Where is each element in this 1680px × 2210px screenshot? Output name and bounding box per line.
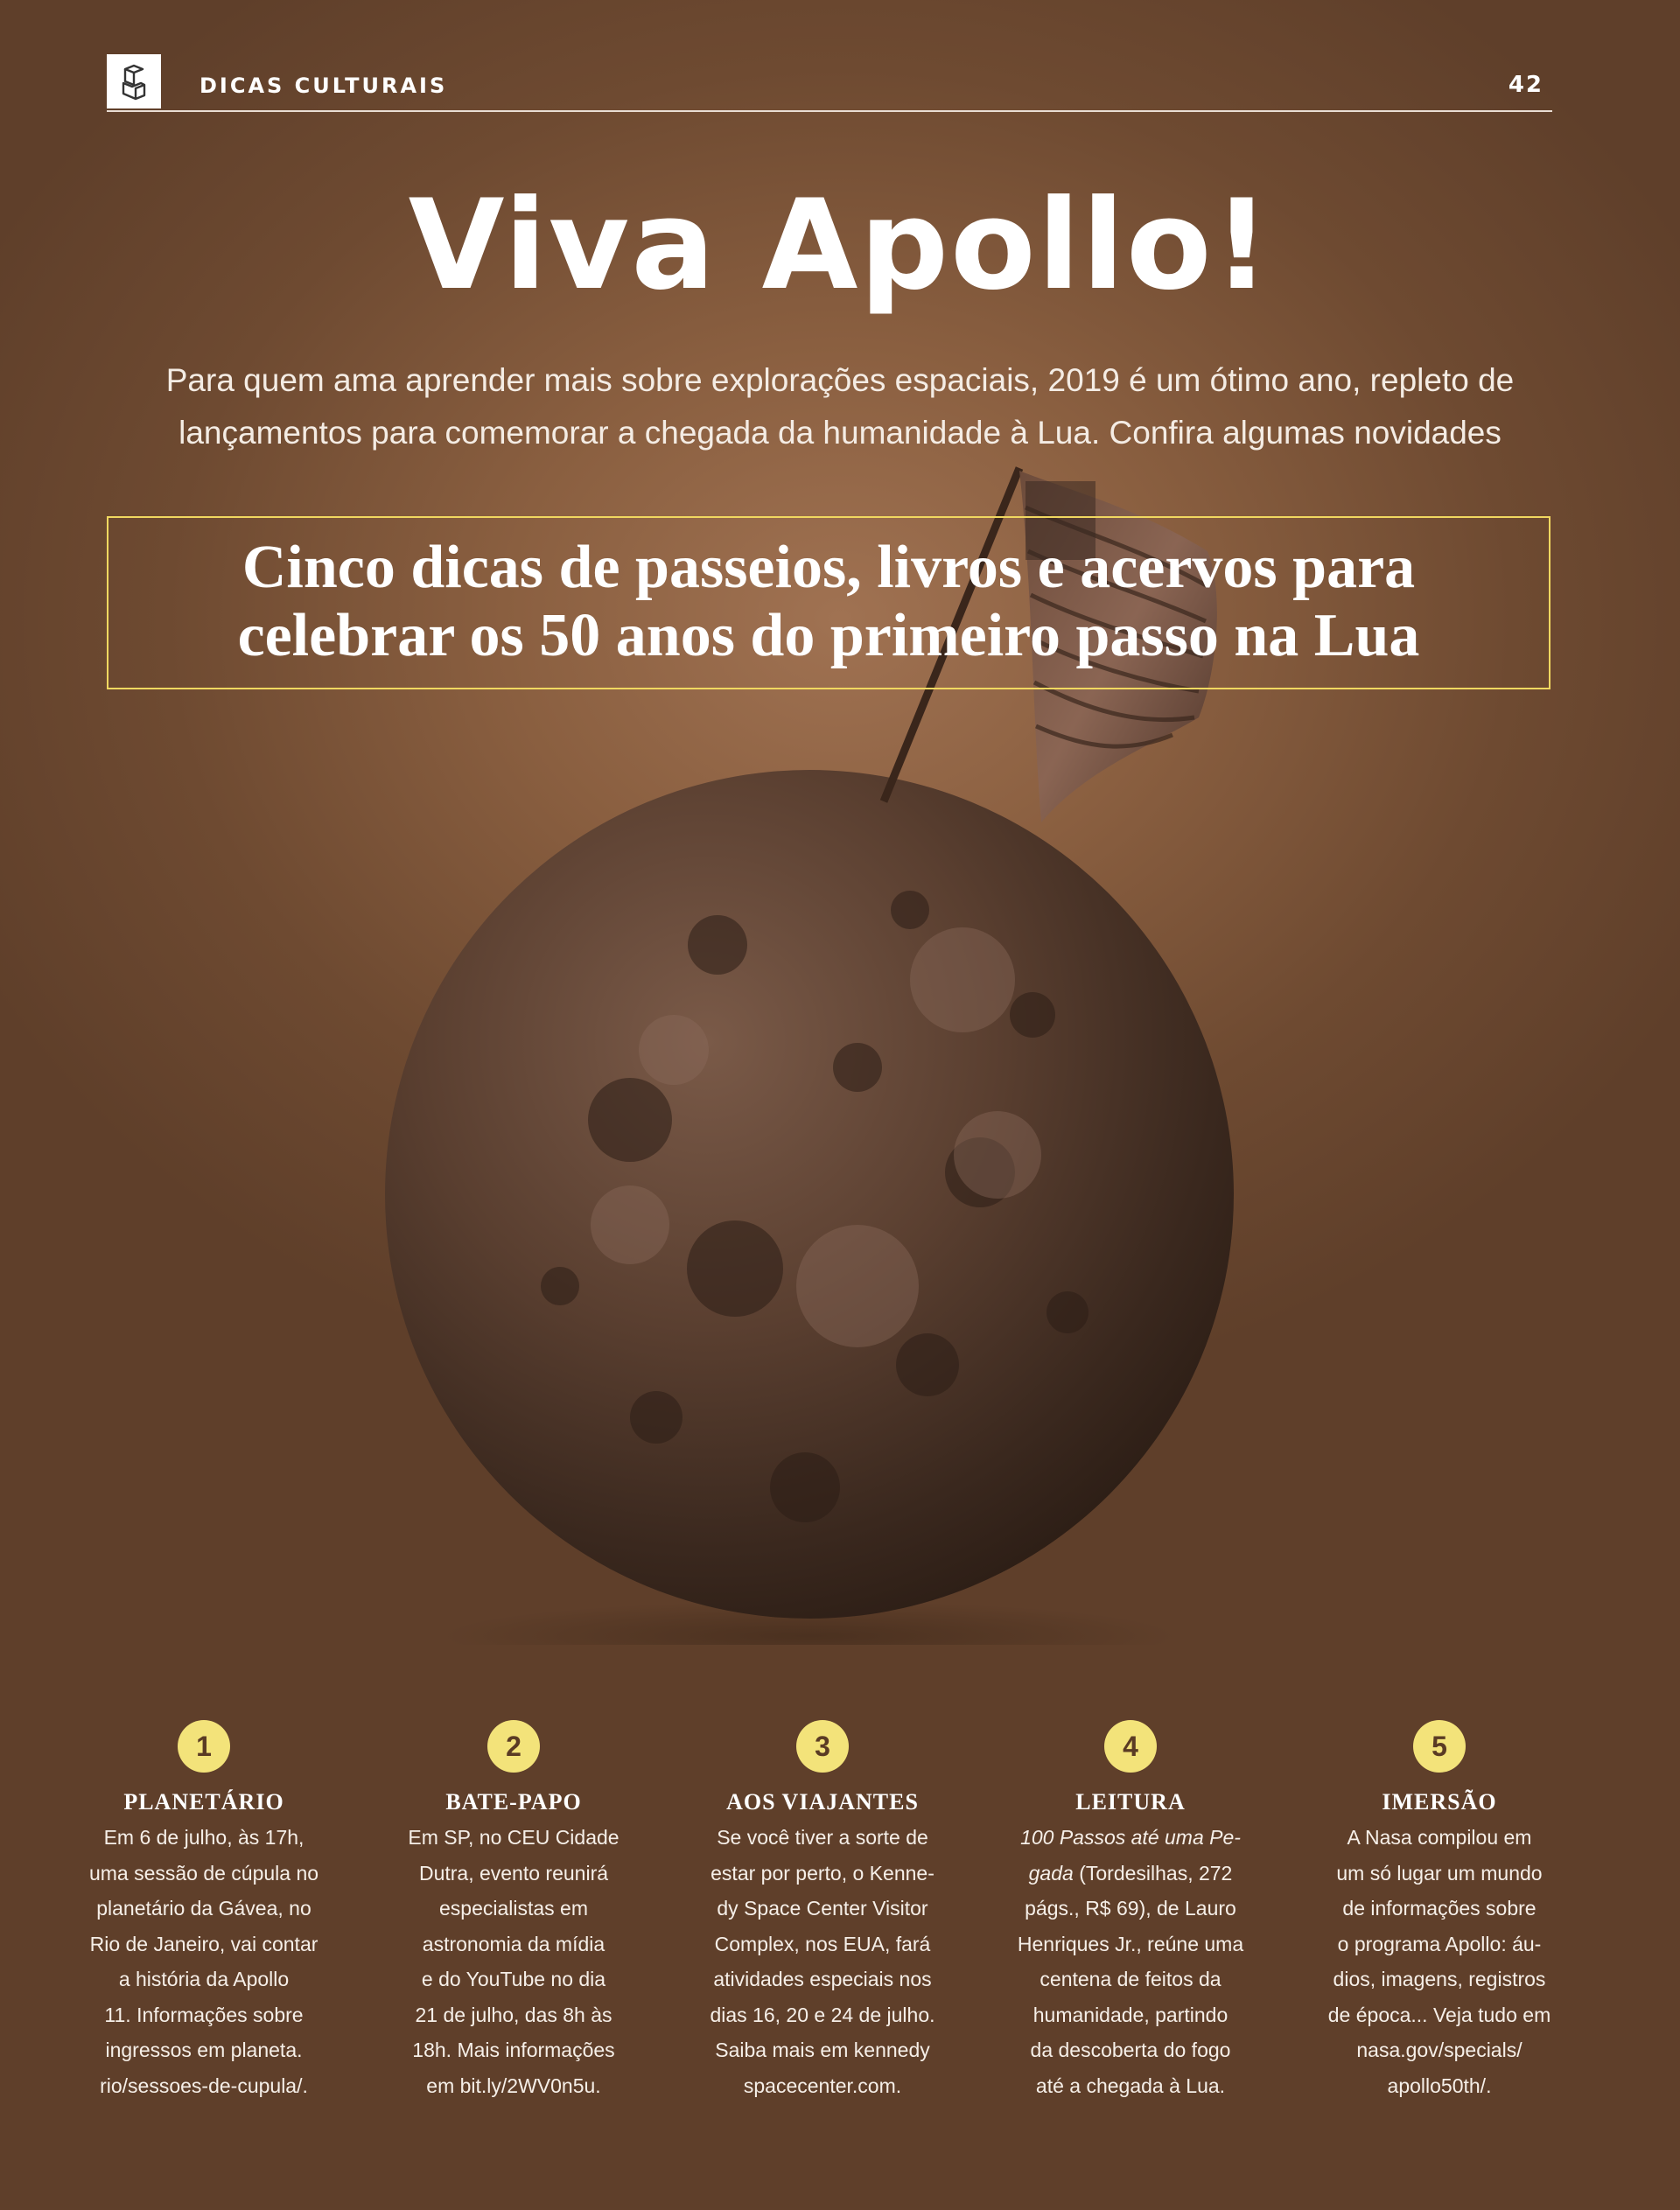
tip-title: BATE-PAPO: [445, 1789, 582, 1815]
article-title: Viva Apollo!: [408, 173, 1272, 318]
tip-line: planetário da Gávea, no: [96, 1897, 312, 1920]
tip-line: A Nasa compilou em: [1347, 1826, 1532, 1849]
article-lead: Para quem ama aprender mais sobre explorações espaciais, 2019 é um ótimo ano, repleto de lançamentos para comemorar a chegada da humanidade à Lua. Confira algumas novidades: [165, 362, 1515, 451]
tip-3: [696, 1720, 949, 2103]
tip-5: [1312, 1720, 1566, 2103]
tip-line: Em 6 de julho, às 17h,: [103, 1826, 304, 1849]
tip-number-badge: 2: [487, 1720, 540, 1773]
section-label: DICAS CULTURAIS: [200, 73, 448, 98]
tip-line: 21 de julho, das 8h às: [415, 2003, 612, 2026]
tip-number-badge: 3: [796, 1720, 849, 1773]
tip-line: de época... Veja tudo em: [1327, 2003, 1551, 2026]
book-title-part-1: 100 Passos até uma Pe-: [1020, 1826, 1241, 1849]
book-title-part-2: gada: [1028, 1861, 1074, 1885]
tip-number-badge: 1: [178, 1720, 230, 1773]
tip-line: nasa.gov/specials/: [1356, 2039, 1522, 2061]
page-header: [107, 54, 1552, 112]
tip-line: atividades especiais nos: [713, 1968, 932, 1990]
tip-line: Complex, nos EUA, fará: [714, 1932, 931, 1955]
callout-text: [108, 534, 1549, 670]
tip-line: [1004, 1820, 1257, 1856]
book-details: (Tordesilhas, 272: [1073, 1861, 1233, 1885]
tip-body: [696, 1820, 949, 2103]
tip-line: dios, imagens, registros: [1333, 1968, 1546, 1990]
callout-line-2: celebrar os 50 anos do primeiro passo na Lua: [237, 602, 1420, 669]
tip-line: uma sessão de cúpula no: [88, 1861, 319, 1885]
callout-box: [107, 516, 1550, 689]
tip-4: [1004, 1720, 1257, 2103]
tip-2: [387, 1720, 640, 2103]
tip-title: IMERSÃO: [1382, 1789, 1497, 1815]
tip-line: Rio de Janeiro, vai contar: [89, 1932, 318, 1955]
tip-line: um só lugar um mundo: [1336, 1861, 1543, 1885]
tip-line: Em SP, no CEU Cidade: [408, 1826, 620, 1849]
tip-number-badge: 4: [1104, 1720, 1157, 1773]
tip-line: e do YouTube no dia: [421, 1968, 606, 1990]
callout-line-1: Cinco dicas de passeios, livros e acervos para: [242, 534, 1416, 601]
tip-line: [1004, 1856, 1257, 1892]
tip-line: spacecenter.com.: [743, 2074, 902, 2097]
tip-line: dias 16, 20 e 24 de julho.: [710, 2003, 935, 2026]
tip-line: ingressos em planeta.: [105, 2039, 303, 2061]
tip-line: astronomia da mídia: [422, 1932, 606, 1955]
tip-line: o programa Apollo: áu-: [1337, 1932, 1542, 1955]
tip-line: Se você tiver a sorte de: [717, 1826, 928, 1849]
tip-line: em bit.ly/2WV0n5u.: [426, 2074, 601, 2097]
tip-line: especialistas em: [438, 1897, 589, 1920]
tip-line: da descoberta do fogo: [1030, 2039, 1231, 2061]
tip-title: PLANETÁRIO: [123, 1789, 284, 1815]
tip-line: 18h. Mais informações: [412, 2039, 615, 2061]
tip-body: [1312, 1820, 1566, 2103]
tip-line: centena de feitos da: [1040, 1968, 1222, 1990]
tip-body: [387, 1820, 640, 2103]
tip-body: [77, 1820, 331, 2103]
tip-1: [77, 1720, 331, 2103]
tip-line: Saiba mais em kennedy: [715, 2039, 930, 2061]
tip-line: Dutra, evento reunirá: [418, 1861, 609, 1885]
cube-outline-logo-icon: [107, 54, 161, 108]
page-number: 42: [1508, 72, 1544, 98]
tip-line: até a chegada à Lua.: [1035, 2074, 1226, 2097]
tip-title: AOS VIAJANTES: [726, 1789, 919, 1815]
tips-row: [54, 1720, 1594, 2123]
tip-title: LEITURA: [1075, 1789, 1186, 1815]
tip-line: humanidade, partindo: [1032, 2003, 1228, 2026]
tip-number-badge: 5: [1413, 1720, 1466, 1773]
tip-line: estar por perto, o Kenne-: [710, 1861, 934, 1885]
tip-line: apollo50th/.: [1387, 2074, 1492, 2097]
tip-line: de informações sobre: [1342, 1897, 1536, 1920]
tip-line: págs., R$ 69), de Lauro: [1025, 1897, 1236, 1920]
tip-line: a história da Apollo: [118, 1968, 290, 1990]
tip-line: rio/sessoes-de-cupula/.: [100, 2074, 308, 2097]
tip-line: Henriques Jr., reúne uma: [1017, 1932, 1244, 1955]
tip-body: [1004, 1820, 1257, 2103]
tip-line: dy Space Center Visitor: [717, 1897, 928, 1920]
tip-line: 11. Informações sobre: [104, 2003, 304, 2026]
